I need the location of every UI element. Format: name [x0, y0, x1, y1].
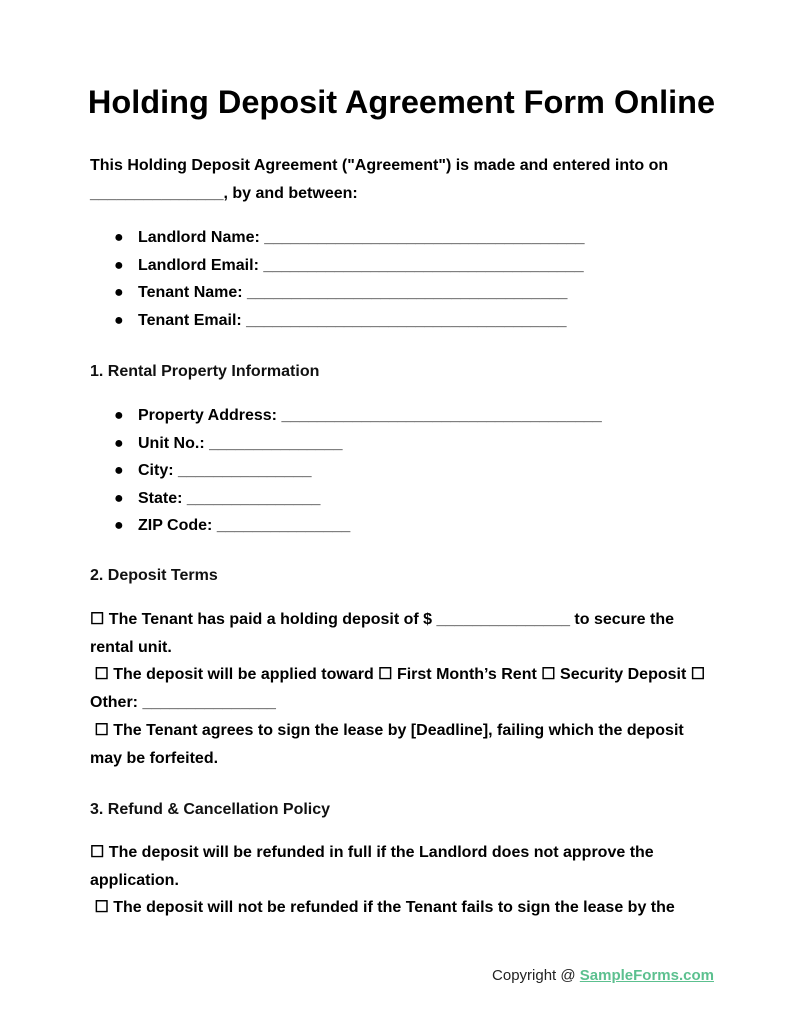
tenant-email-field: Tenant Email: ____________________________________	[138, 311, 567, 329]
intro-paragraph: This Holding Deposit Agreement ("Agreement") is made and entered into on _______________, by and between:	[90, 157, 669, 202]
bullet-icon: ●	[114, 434, 124, 452]
list-item	[90, 457, 602, 485]
policy-line: ☐ The deposit will be refunded in full if the Landlord does not approve the application.	[90, 844, 659, 889]
term-line: ☐ The deposit will be applied toward ☐ First Month’s Rent ☐ Security Deposit ☐ Other: _______________	[90, 666, 710, 712]
landlord-email-field: Landlord Email: ____________________________________	[138, 256, 584, 274]
list-item	[90, 512, 602, 540]
term-line: ☐ The Tenant agrees to sign the lease by [Deadline], failing which the deposit may be forfeited.	[90, 721, 689, 767]
section-heading: 2. Deposit Terms	[90, 567, 218, 584]
parties-list	[90, 224, 585, 334]
copyright-text: Copyright @	[492, 967, 580, 984]
bullet-icon: ●	[114, 407, 124, 424]
property-list	[90, 402, 602, 540]
copyright-footer	[492, 967, 714, 984]
city-field: City: _______________	[138, 462, 312, 480]
section-heading: 1. Rental Property Information	[90, 363, 320, 380]
bullet-icon: ●	[114, 489, 124, 507]
list-item	[90, 224, 585, 252]
list-item	[90, 430, 602, 458]
list-item	[90, 252, 585, 280]
list-item	[90, 279, 585, 307]
bullet-icon: ●	[114, 517, 124, 535]
refund-policy	[90, 839, 715, 922]
list-item	[90, 307, 585, 335]
bullet-icon: ●	[114, 311, 124, 329]
term-line: ☐ The Tenant has paid a holding deposit of $ _______________ to secure the rental unit.	[90, 611, 679, 656]
bullet-icon: ●	[114, 256, 124, 274]
list-item	[90, 402, 602, 430]
bullet-icon: ●	[114, 284, 124, 302]
bullet-icon: ●	[114, 229, 124, 246]
unit-no-field: Unit No.: _______________	[138, 434, 343, 452]
section-heading: 3. Refund & Cancellation Policy	[90, 801, 331, 818]
zip-code-field: ZIP Code: _______________	[138, 517, 351, 535]
sampleforms-link[interactable]: SampleForms.com	[579, 967, 714, 984]
policy-line: ☐ The deposit will not be refunded if the Tenant fails to sign the lease by the	[90, 899, 675, 917]
state-field: State: _______________	[138, 489, 321, 507]
deposit-terms	[90, 606, 715, 772]
tenant-name-field: Tenant Name: ____________________________________	[138, 284, 568, 302]
bullet-icon: ●	[114, 462, 124, 480]
document-title: Holding Deposit Agreement Form Online	[87, 84, 716, 120]
list-item	[90, 485, 602, 513]
landlord-name-field: Landlord Name: ____________________________________	[138, 229, 585, 246]
property-address-field: Property Address: ____________________________________	[138, 407, 602, 424]
